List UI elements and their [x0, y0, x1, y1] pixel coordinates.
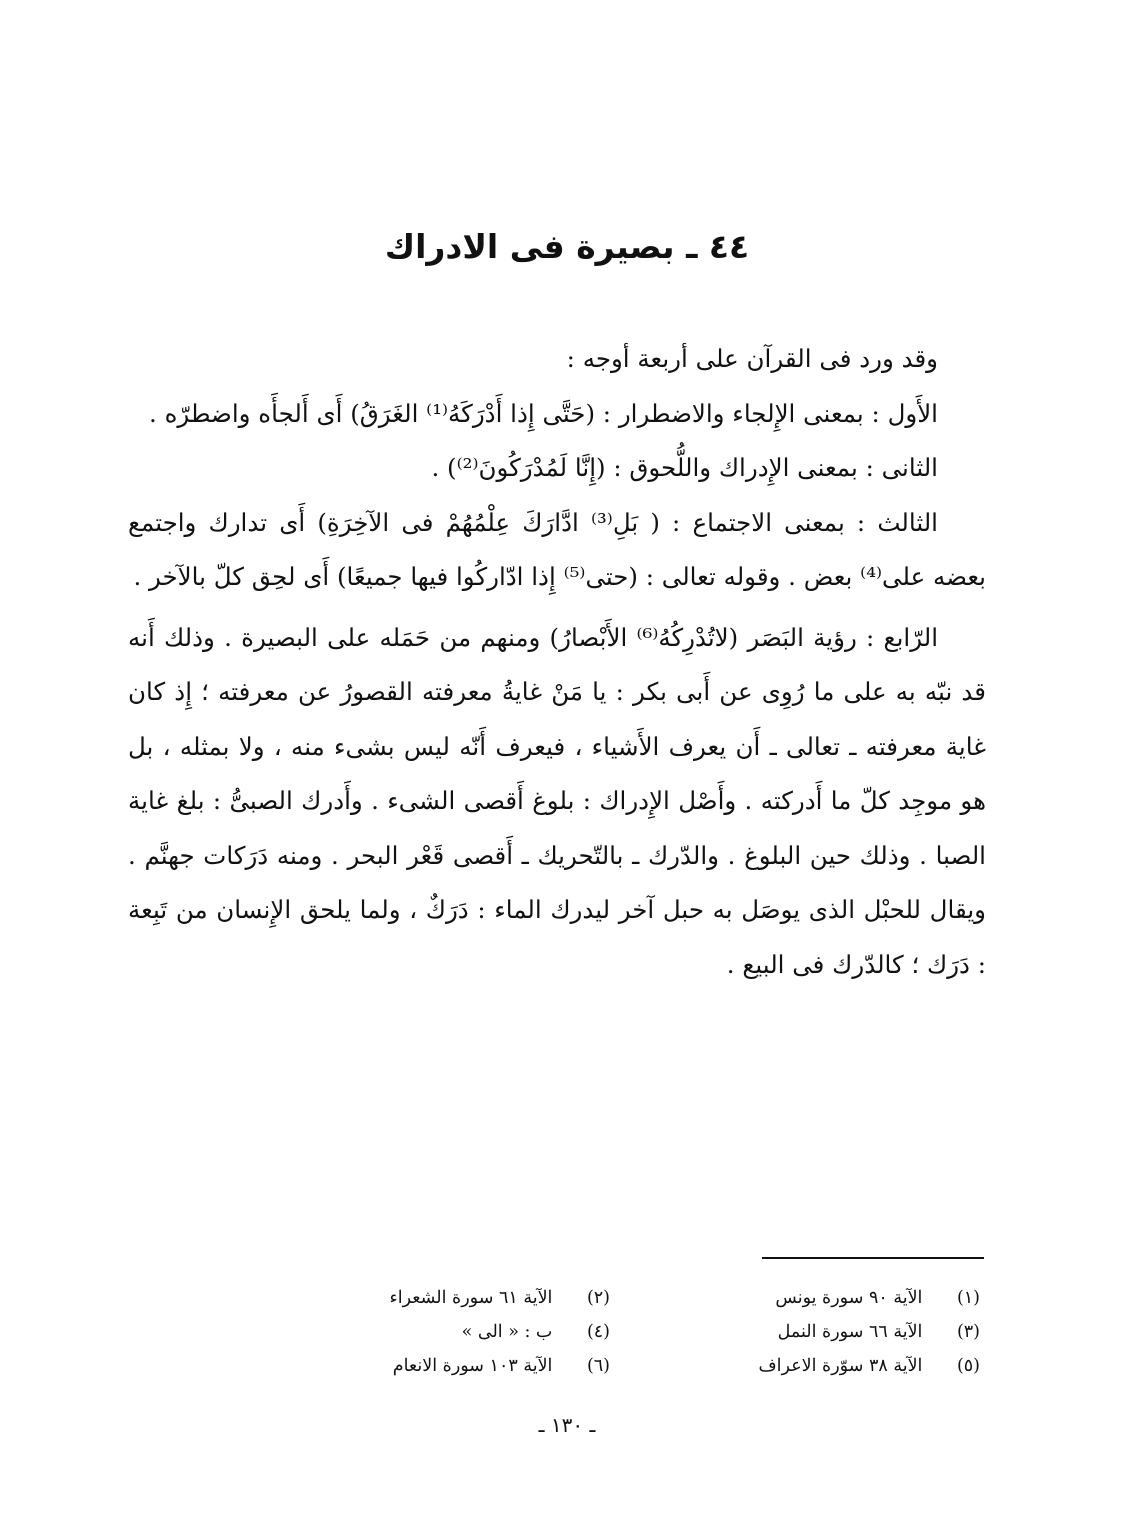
footnote-divider: [762, 1257, 984, 1259]
paragraph-second-meaning: الثانى : بمعنى الإِدراك واللُّحوق : (إِنَّا لَمُدْرَكُونَ⁽²⁾) .: [431, 453, 938, 482]
footnote-item: [240, 1281, 610, 1315]
footnotes: [240, 1281, 980, 1383]
footnote-item: [240, 1349, 610, 1383]
footnote-text: ب : « الى »: [461, 1322, 553, 1342]
page-number: ـ ١٣٠ ـ: [538, 1413, 596, 1437]
body-text: [128, 332, 986, 992]
footnote-text: الآية ٦١ سورة الشعراء: [389, 1288, 553, 1308]
footnote-item: [610, 1281, 980, 1315]
footnote-number: (٦): [586, 1356, 610, 1376]
footnote-text: الآية ٩٠ سورة يونس: [775, 1288, 923, 1308]
paragraph-fourth-meaning: الرّابع : رؤية البَصَر (لاتُدْرِكُهُ⁽⁶⁾ الأَبْصارُ) ومنهم من حَمَله على البصيرة . وذلك أَنه قد نبّه به على ما رُوِى عن أَبى بكر : يا مَنْ غايةُ معرفته القصورُ عن معرفته ؛ إِذ كان غاية معرفته ـ تعالى ـ أَن يعرف الأَشياء ، فيعرف أَنّه ليس بشىء منه ، ولا بمثله ، بل هو موجِد كلّ ما أَدركته . وأَصْل الإِدراك : بلوغ أَقصى الشىء . وأَدرك الصبىُّ : بلغ غاية الصبا . وذلك حين البلوغ . والدّرك ـ بالتّحريك ـ أَقصى قَعْر البحر . ومنه دَرَكات جهنَّم . ويقال للحبْل الذى يوصَل به حبل آخر ليدرك الماء : دَرَكٌ ، ولما يلحق الإِنسان من تَبِعة : دَرَك ؛ كالدّرك فى البيع .: [128, 622, 986, 979]
paragraph-third-meaning: الثالث : بمعنى الاجتماع : ( بَلِ⁽³⁾ ادَّارَكَ عِلْمُهُمْ فى الآخِرَةِ) أَى تدارك واجتمع بعضه على⁽⁴⁾ بعض . وقوله تعالى : (حتى⁽⁵⁾ إِذا ادّاركُوا فيها جميعًا) أَى لحِق كلّ بالآخر .: [128, 507, 986, 591]
footnote-item: [610, 1349, 980, 1383]
footnote-item: [610, 1315, 980, 1349]
footnote-text: الآية ٣٨ سوّرة الاعراف: [758, 1356, 923, 1376]
footnote-number: (١): [956, 1288, 980, 1308]
footnote-text: الآية ١٠٣ سورة الانعام: [392, 1356, 553, 1376]
footnote-row: [240, 1349, 980, 1383]
footnote-text: الآية ٦٦ سورة النمل: [777, 1322, 923, 1342]
footnote-item: [240, 1315, 610, 1349]
chapter-title: ٤٤ ـ بصيرة فى الادراك: [384, 227, 750, 266]
footnote-number: (٤): [586, 1322, 610, 1342]
footnote-number: (٥): [956, 1356, 980, 1376]
paragraph-first-meaning: الأَول : بمعنى الإِلجاء والاضطرار : (حَتَّى إِذا أَدْرَكَهُ⁽¹⁾ الغَرَقُ) أَى أَلجأَه واضطرّه .: [149, 398, 938, 428]
footnote-row: [240, 1281, 980, 1315]
footnote-number: (٢): [586, 1288, 610, 1308]
footnote-number: (٣): [956, 1322, 980, 1342]
paragraph-intro: وقد ورد فى القرآن على أربعة أوجه :: [566, 344, 938, 373]
footnote-row: [240, 1315, 980, 1349]
